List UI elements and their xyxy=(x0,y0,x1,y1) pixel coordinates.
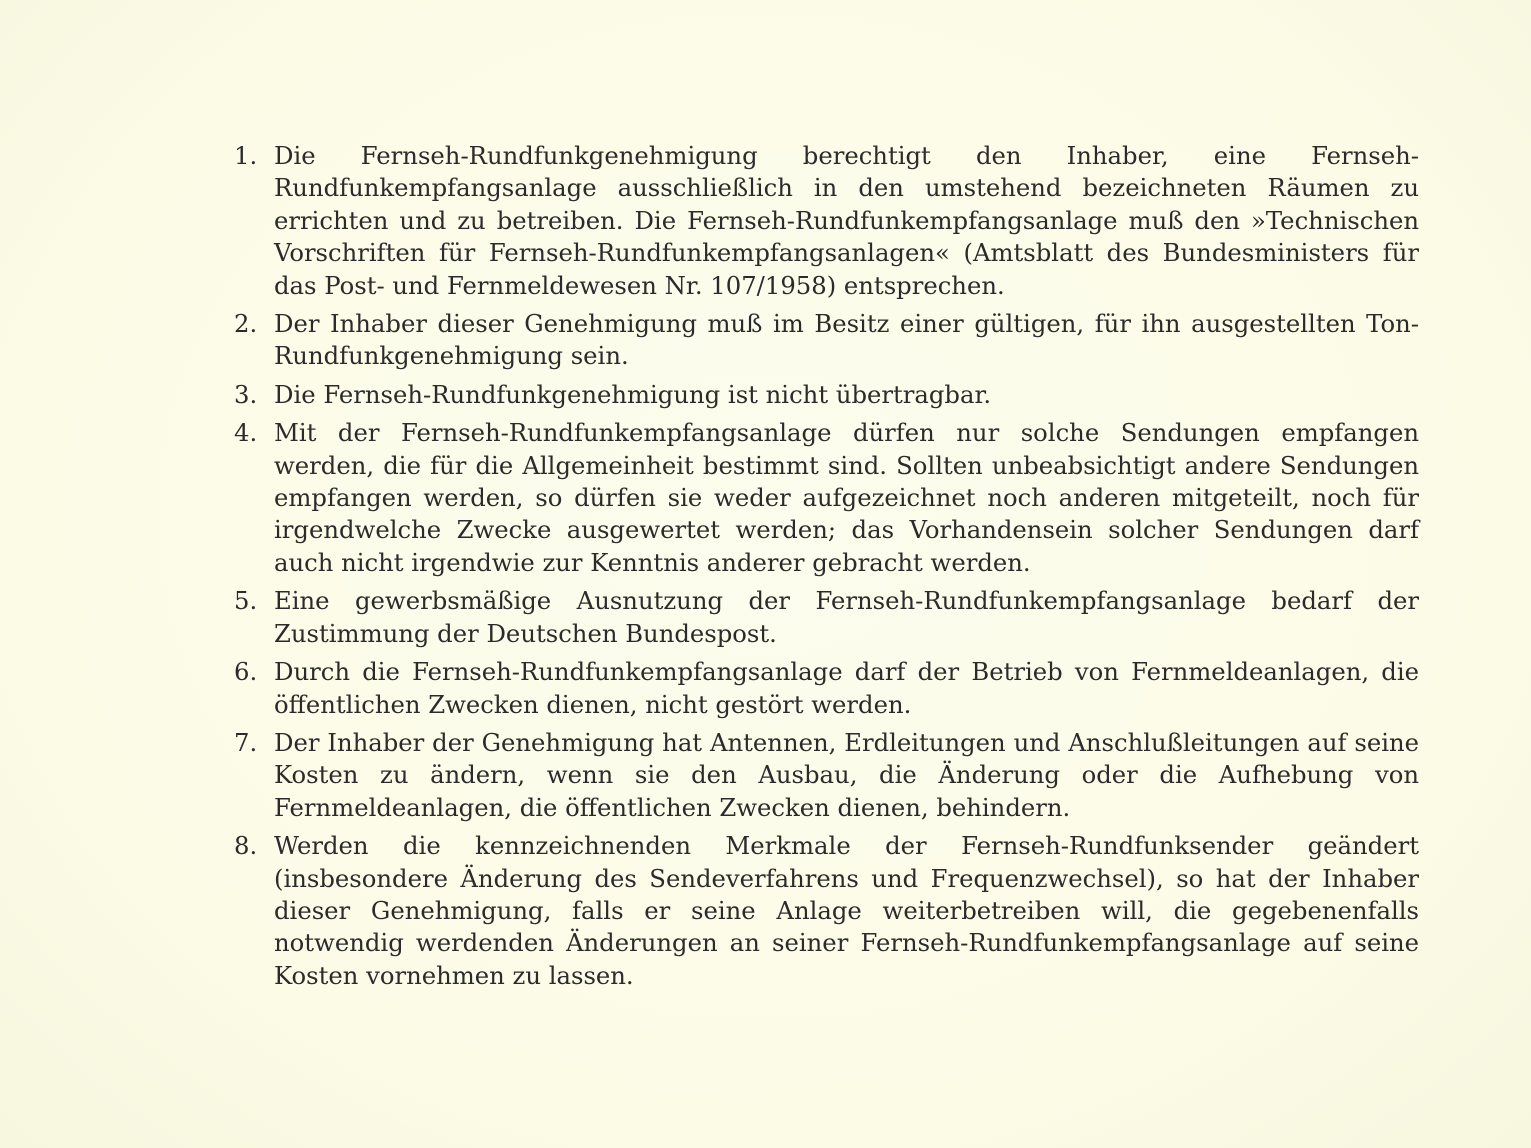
condition-text: Eine gewerbsmäßige Ausnutzung der Fernseh-Rundfunkempfangsanlage bedarf der Zustimmung der Deutschen Bundespost. xyxy=(274,586,1419,648)
conditions-list xyxy=(234,140,1419,998)
condition-number: 7. xyxy=(234,727,258,757)
condition-text: Der Inhaber dieser Genehmigung muß im Besitz einer gültigen, für ihn ausgestellten Ton-Rundfunkgenehmigung sein. xyxy=(274,309,1419,371)
condition-text: Mit der Fernseh-Rundfunkempfangsanlage dürfen nur solche Sendungen empfangen werden, die für die Allgemeinheit bestimmt sind. Sollten unbeabsichtigt andere Sendungen empfangen werden, so dürfen sie weder aufgezeichnet noch anderen mitgeteilt, noch für irgendwelche Zwecke ausgewertet werden; das Vorhandensein solcher Sendungen darf auch nicht irgendwie zur Kenntnis anderer gebracht werden. xyxy=(274,418,1419,577)
condition-text: Durch die Fernseh-Rundfunkempfangsanlage darf der Betrieb von Fernmeldeanlagen, die öffentlichen Zwecken dienen, nicht gestört werden. xyxy=(274,657,1419,719)
condition-number: 4. xyxy=(234,418,258,448)
condition-text: Die Fernseh-Rundfunkgenehmigung berechtigt den Inhaber, eine Fernseh-Rundfunkempfangsanlage ausschließlich in den umstehend bezeichneten Räumen zu errichten und zu betreiben. Die Fernseh-Rundfunkempfangsanlage muß den »Technischen Vorschriften für Fernseh-Rundfunkempfangsanlagen« (Amtsblatt des Bundesministers für das Post- und Fernmeldewesen Nr. 107/1958) entsprechen. xyxy=(274,141,1419,300)
condition-1 xyxy=(234,140,1419,302)
condition-5 xyxy=(234,585,1419,650)
condition-number: 2. xyxy=(234,309,258,339)
condition-number: 6. xyxy=(234,657,258,687)
condition-2 xyxy=(234,308,1419,373)
condition-text: Der Inhaber der Genehmigung hat Antennen, Erdleitungen und Anschlußleitungen auf seine Kosten zu ändern, wenn sie den Ausbau, die Änderung oder die Aufhebung von Fernmeldeanlagen, die öffentlichen Zwecken dienen, behindern. xyxy=(274,727,1419,822)
condition-text: Die Fernseh-Rundfunkgenehmigung ist nicht übertragbar. xyxy=(274,379,992,409)
condition-number: 1. xyxy=(234,141,258,170)
condition-number: 8. xyxy=(234,831,258,861)
condition-number: 5. xyxy=(234,586,258,616)
condition-text: Werden die kennzeichnenden Merkmale der Fernseh-Rundfunksender geändert (insbesondere Änderung des Sendeverfahrens und Frequenzwechsel), so hat der Inhaber dieser Genehmigung, falls er seine Anlage weiterbetreiben will, die gegebenenfalls notwendig werdenden Änderungen an seiner Fernseh-Rundfunkempfangsanlage auf seine Kosten vornehmen zu lassen. xyxy=(274,831,1419,990)
condition-8 xyxy=(234,830,1419,992)
condition-4 xyxy=(234,417,1419,579)
condition-3 xyxy=(234,379,1419,411)
condition-7 xyxy=(234,727,1419,824)
condition-number: 3. xyxy=(234,379,258,409)
condition-6 xyxy=(234,656,1419,721)
